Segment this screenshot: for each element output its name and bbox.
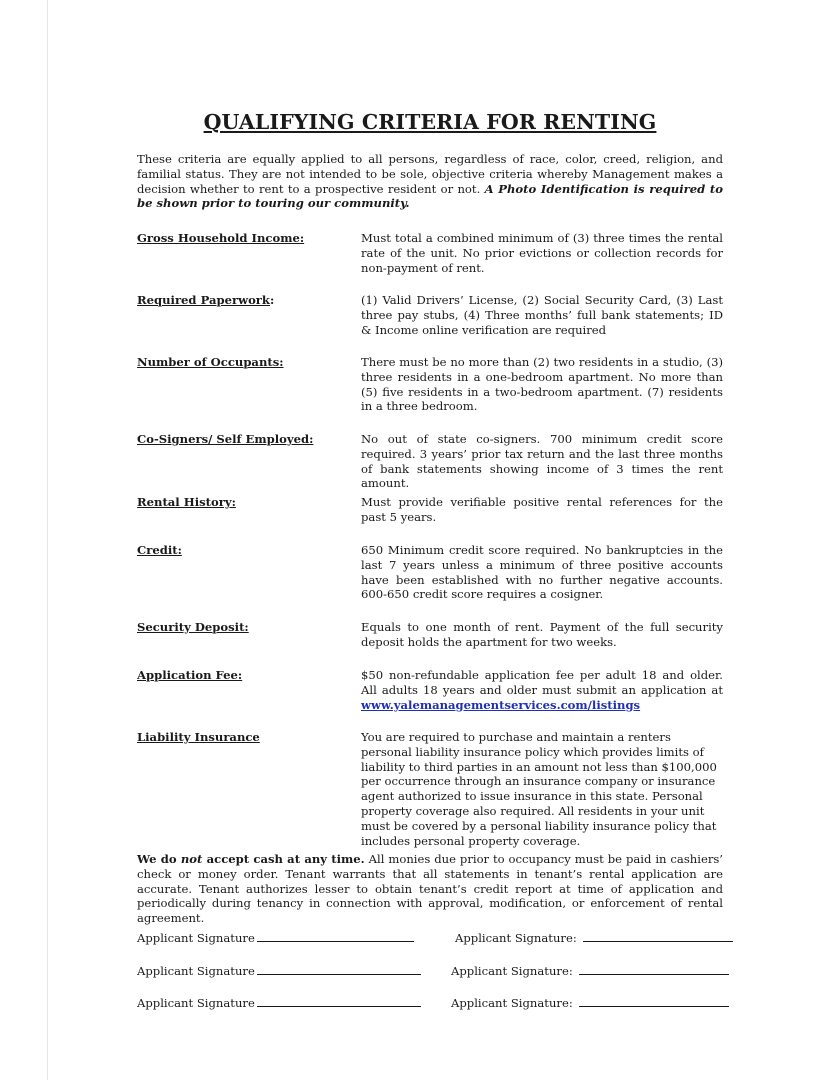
criterion-term: Application Fee: bbox=[137, 668, 243, 682]
signature-line[interactable] bbox=[137, 963, 421, 978]
cash-policy-paragraph bbox=[137, 852, 723, 926]
criterion-definition: 650 Minimum credit score required. No bankruptcies in the last 7 years unless a minimum of three positive accounts have been established with no further negative accounts. 600-650 credit score requires a cosigner. bbox=[361, 543, 723, 602]
signature-blank[interactable] bbox=[257, 995, 421, 1007]
criterion-definition: Equals to one month of rent. Payment of the full security deposit holds the apartment for two weeks. bbox=[361, 620, 723, 649]
cash-policy-lead bbox=[137, 852, 365, 866]
listings-link[interactable]: www.yalemanagementservices.com/listings bbox=[361, 697, 641, 712]
signature-label: Applicant Signature: bbox=[451, 996, 573, 1010]
criterion-term: Required Paperwork bbox=[137, 293, 270, 307]
intro-emphasis: A Photo Identification is required to be shown prior to touring our community. bbox=[137, 181, 723, 211]
criterion-definition: $50 non-refundable application fee per adult 18 and older. All adults 18 years and older must submit an application at bbox=[361, 668, 723, 697]
page-title: QUALIFYING CRITERIA FOR RENTING bbox=[203, 110, 657, 134]
signature-blank[interactable] bbox=[579, 995, 729, 1007]
criterion-term: Security Deposit: bbox=[137, 620, 249, 634]
signature-blank[interactable] bbox=[583, 930, 733, 942]
signature-line[interactable] bbox=[451, 995, 729, 1010]
cash-policy-not: not bbox=[180, 852, 203, 866]
criterion-definition: Must provide verifiable positive rental references for the past 5 years. bbox=[361, 495, 723, 524]
cash-policy-text: All monies due prior to occupancy must be paid in cashiers’ check or money order. Tenant warrants that all statements in tenant’s rental application are accurate. Tenant authorizes lesser to obtain tenant’s credit report at time of application and periodically during tenancy in connection with approval, modification, or enforcement of rental agreement. bbox=[137, 852, 723, 926]
intro-paragraph bbox=[137, 152, 723, 211]
signature-label: Applicant Signature bbox=[137, 996, 255, 1010]
criterion-term-suffix: : bbox=[269, 293, 275, 307]
criterion-definition: (1) Valid Drivers’ License, (2) Social Security Card, (3) Last three pay stubs, (4) Three months’ full bank statements; ID & Income online verification are required bbox=[361, 293, 723, 337]
criterion-term-wrap bbox=[137, 293, 352, 308]
signature-label: Applicant Signature bbox=[137, 964, 255, 978]
signature-line[interactable] bbox=[451, 963, 729, 978]
criterion-term: Rental History: bbox=[137, 495, 236, 509]
intro-text: These criteria are equally applied to all persons, regardless of race, color, creed, religion, and familial status. They are not intended to be sole, objective criteria whereby Management makes a decision whether to rent to a prospective resident or not. bbox=[137, 152, 723, 196]
criterion-definition: You are required to purchase and maintain a renters personal liability insurance policy which provides limits of liability to third parties in an amount not less than $100,000 per occurrence through an insurance company or insurance agent authorized to issue insurance in this state. Personal property coverage also required. All residents in your unit must be covered by a personal liability insurance policy that includes personal property coverage. bbox=[361, 730, 717, 848]
signature-blank[interactable] bbox=[257, 930, 414, 942]
criterion-term: Credit: bbox=[137, 543, 182, 557]
signature-label: Applicant Signature: bbox=[451, 964, 573, 978]
signature-blank[interactable] bbox=[579, 963, 729, 975]
criterion-term: Number of Occupants: bbox=[137, 355, 284, 369]
page-edge bbox=[47, 0, 48, 1080]
signature-label: Applicant Signature: bbox=[455, 931, 577, 945]
criterion-term: Liability Insurance bbox=[137, 730, 260, 744]
criterion-definition-wrap bbox=[361, 668, 723, 712]
cash-policy-lead-2: accept cash at any time. bbox=[202, 852, 365, 866]
criterion-definition: There must be no more than (2) two residents in a studio, (3) three residents in a one-bedroom apartment. No more than (5) five residents in a two-bedroom apartment. (7) residents in a three bedroom. bbox=[361, 355, 723, 414]
criterion-definition: No out of state co-signers. 700 minimum credit score required. 3 years’ prior tax return and the last three months of bank statements showing income of 3 times the rent amount. bbox=[361, 432, 723, 491]
signature-line[interactable] bbox=[137, 995, 421, 1010]
signature-label: Applicant Signature bbox=[137, 931, 255, 945]
criterion-term: Co-Signers/ Self Employed: bbox=[137, 432, 314, 446]
signature-line[interactable] bbox=[137, 930, 414, 945]
signature-line[interactable] bbox=[455, 930, 733, 945]
criterion-term: Gross Household Income: bbox=[137, 231, 305, 245]
signature-blank[interactable] bbox=[257, 963, 421, 975]
criterion-definition: Must total a combined minimum of (3) three times the rental rate of the unit. No prior evictions or collection records for non-payment of rent. bbox=[361, 231, 723, 275]
cash-policy-lead-1: We do bbox=[137, 852, 181, 866]
